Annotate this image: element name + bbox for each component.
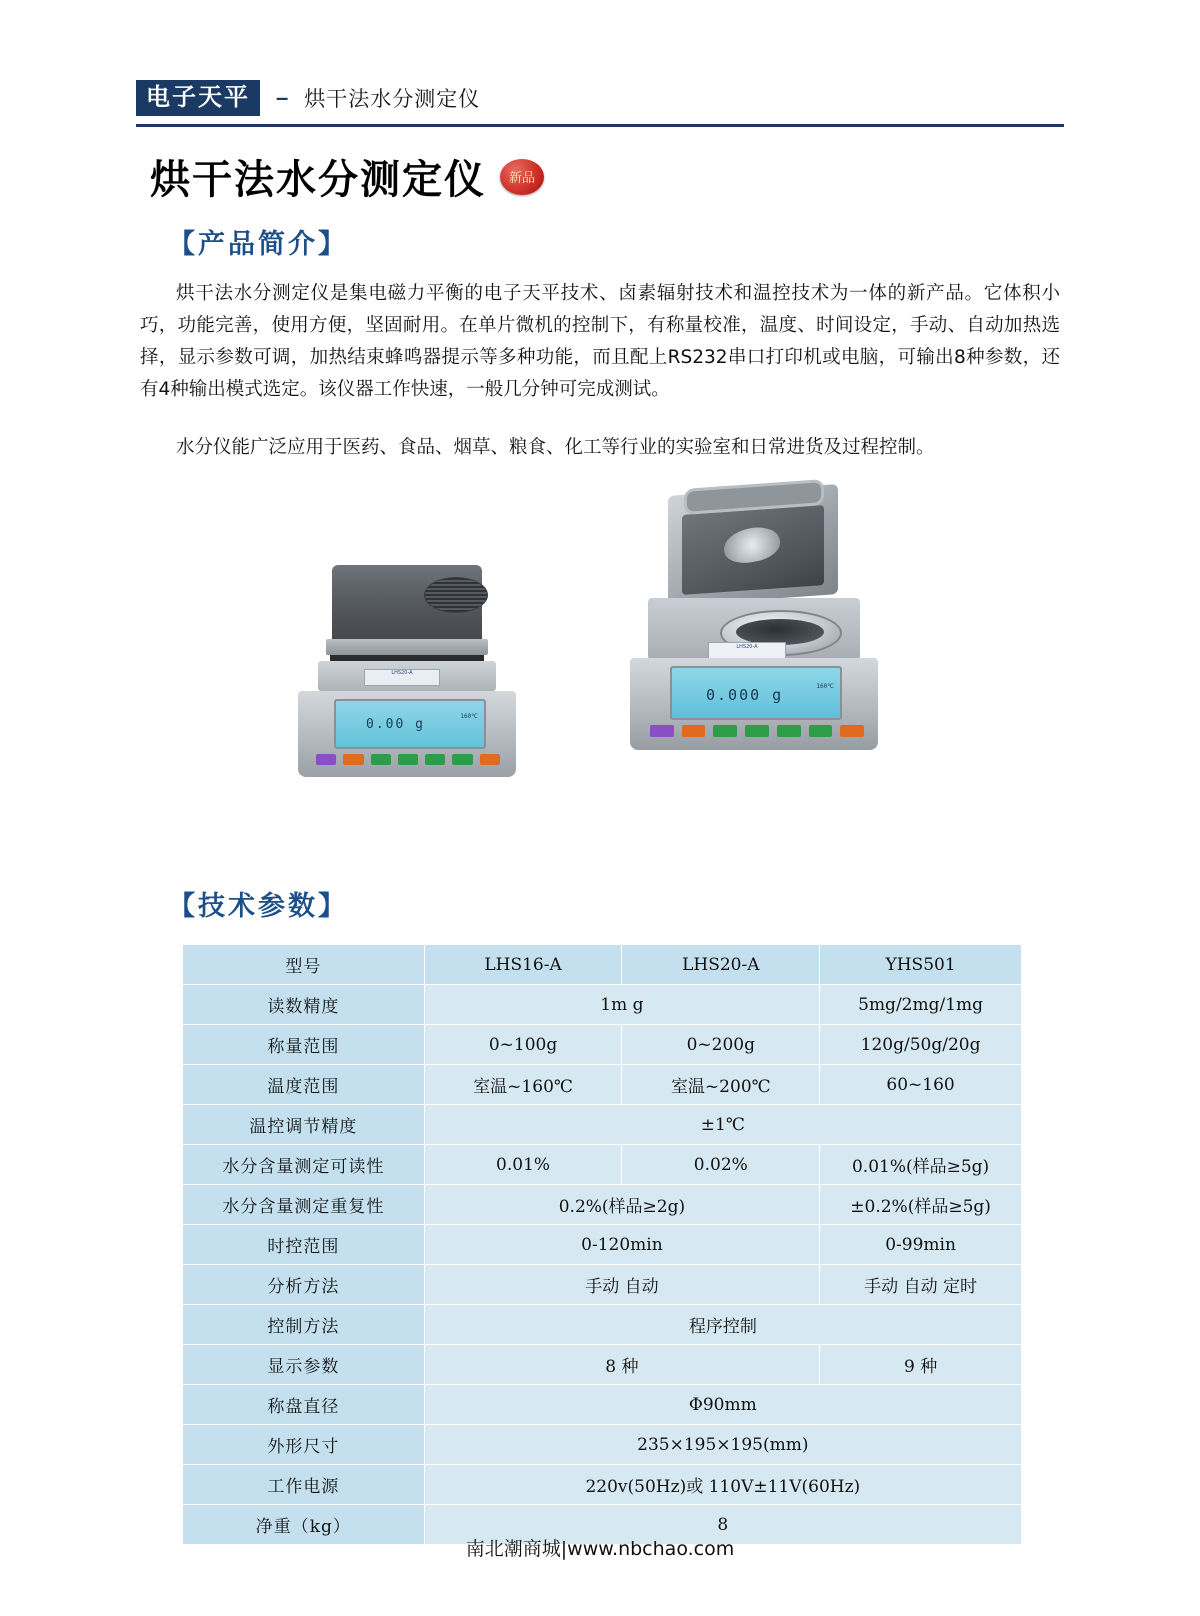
key-6 bbox=[809, 725, 833, 737]
table-row bbox=[183, 1465, 1022, 1505]
key-4 bbox=[398, 754, 418, 765]
table-cell: 235×195×195(mm) bbox=[424, 1425, 1021, 1465]
table-row bbox=[183, 1025, 1022, 1065]
table-cell: 60~160 bbox=[820, 1065, 1022, 1105]
table-cell: 0~100g bbox=[424, 1025, 622, 1065]
device-base-open bbox=[630, 658, 878, 750]
table-cell: 0.2%(样品≥2g) bbox=[424, 1185, 820, 1225]
table-cell: 手动 自动 定时 bbox=[820, 1265, 1022, 1305]
table-row-label: 时控范围 bbox=[183, 1225, 425, 1265]
table-cell: LHS20-A bbox=[622, 945, 820, 985]
table-cell: 8 种 bbox=[424, 1345, 820, 1385]
table-row-label: 水分含量测定可读性 bbox=[183, 1145, 425, 1185]
table-cell: 室温~160℃ bbox=[424, 1065, 622, 1105]
device-display bbox=[670, 666, 842, 720]
table-row bbox=[183, 1225, 1022, 1265]
key-1 bbox=[316, 754, 336, 765]
key-7 bbox=[840, 725, 864, 737]
table-cell: 1m g bbox=[424, 985, 820, 1025]
device-lid-lip bbox=[326, 639, 488, 655]
display-temp-value: 160℃ bbox=[816, 683, 834, 690]
device-display bbox=[334, 699, 486, 749]
table-cell: 9 种 bbox=[820, 1345, 1022, 1385]
table-row-label: 净重（kg） bbox=[183, 1505, 425, 1545]
device-keypad bbox=[650, 724, 864, 738]
display-weight-value: 0.00 g bbox=[366, 717, 425, 732]
table-row-label: 称量范围 bbox=[183, 1025, 425, 1065]
key-3 bbox=[713, 725, 737, 737]
device-lid bbox=[332, 565, 482, 643]
table-row bbox=[183, 1185, 1022, 1225]
device-keypad bbox=[316, 753, 500, 766]
table-cell: YHS501 bbox=[820, 945, 1022, 985]
table-row-label: 控制方法 bbox=[183, 1305, 425, 1345]
device-body-open bbox=[648, 598, 860, 660]
table-cell: 0~200g bbox=[622, 1025, 820, 1065]
device-nameplate: LHS20-A bbox=[708, 642, 786, 660]
key-6 bbox=[452, 754, 472, 765]
table-row bbox=[183, 1385, 1022, 1425]
table-cell: 0-99min bbox=[820, 1225, 1022, 1265]
brand-badge: 电子天平 bbox=[136, 80, 260, 116]
device-nameplate: LHS20-A bbox=[364, 669, 440, 686]
table-row-label: 分析方法 bbox=[183, 1265, 425, 1305]
table-cell: 8 bbox=[424, 1505, 1021, 1545]
display-temp-value: 160℃ bbox=[460, 713, 478, 720]
device-base bbox=[298, 691, 516, 777]
table-cell: 室温~200℃ bbox=[622, 1065, 820, 1105]
header-subtitle: 烘干法水分测定仪 bbox=[304, 87, 481, 111]
table-row bbox=[183, 1265, 1022, 1305]
display-weight-value: 0.000 g bbox=[706, 686, 784, 704]
key-1 bbox=[650, 725, 674, 737]
intro-paragraph-1: 烘干法水分测定仪是集电磁力平衡的电子天平技术、卤素辐射技术和温控技术为一体的新产品。它体积小巧，功能完善，使用方便，坚固耐用。在单片微机的控制下，有称量校准，温度、时间设定，手动、自动加热选择，显示参数可调，加热结束蜂鸣器提示等多种功能，而且配上RS232串口打印机或电脑，可输出8种参数，还有4种输出模式选定。该仪器工作快速，一般几分钟可完成测试。 bbox=[140, 283, 1060, 400]
table-cell: Φ90mm bbox=[424, 1385, 1021, 1425]
key-3 bbox=[371, 754, 391, 765]
page-title bbox=[150, 148, 544, 205]
table-cell: ±1℃ bbox=[424, 1105, 1021, 1145]
table-row-label: 工作电源 bbox=[183, 1465, 425, 1505]
table-cell: 220v(50Hz)或 110V±11V(60Hz) bbox=[424, 1465, 1021, 1505]
header-divider bbox=[136, 124, 1064, 127]
key-5 bbox=[777, 725, 801, 737]
product-photos bbox=[150, 470, 1050, 870]
table-row bbox=[183, 1065, 1022, 1105]
key-4 bbox=[745, 725, 769, 737]
page-title-text: 烘干法水分测定仪 bbox=[150, 157, 486, 203]
table-row bbox=[183, 1305, 1022, 1345]
intro-paragraph-2: 水分仪能广泛应用于医药、食品、烟草、粮食、化工等行业的实验室和日常进货及过程控制。 bbox=[176, 437, 935, 458]
table-row-label: 称盘直径 bbox=[183, 1385, 425, 1425]
specifications-table bbox=[182, 944, 1022, 1545]
header-dash: – bbox=[276, 85, 289, 110]
table-row-label: 型号 bbox=[183, 945, 425, 985]
table-cell: 程序控制 bbox=[424, 1305, 1021, 1345]
table-row bbox=[183, 1345, 1022, 1385]
table-cell: 0.01%(样品≥5g) bbox=[820, 1145, 1022, 1185]
page-footer: 南北潮商城|www.nbchao.com bbox=[465, 1538, 735, 1560]
table-row-label: 读数精度 bbox=[183, 985, 425, 1025]
key-7 bbox=[480, 754, 500, 765]
table-row bbox=[183, 1105, 1022, 1145]
section-heading-tech: 【技术参数】 bbox=[168, 891, 348, 922]
table-cell: 120g/50g/20g bbox=[820, 1025, 1022, 1065]
key-5 bbox=[425, 754, 445, 765]
table-cell: 0.02% bbox=[622, 1145, 820, 1185]
table-row-label: 温度范围 bbox=[183, 1065, 425, 1105]
table-row bbox=[183, 1425, 1022, 1465]
vent-mesh-icon bbox=[424, 577, 488, 613]
table-row-label: 外形尺寸 bbox=[183, 1425, 425, 1465]
key-2 bbox=[343, 754, 363, 765]
table-row bbox=[183, 945, 1022, 985]
table-row-label: 水分含量测定重复性 bbox=[183, 1185, 425, 1225]
table-row-label: 温控调节精度 bbox=[183, 1105, 425, 1145]
table-row bbox=[183, 985, 1022, 1025]
table-cell: 手动 自动 bbox=[424, 1265, 820, 1305]
table-row-label: 显示参数 bbox=[183, 1345, 425, 1385]
key-2 bbox=[682, 725, 706, 737]
new-product-badge-icon: 新品 bbox=[500, 159, 544, 195]
section-heading-intro: 【产品简介】 bbox=[168, 229, 348, 260]
table-cell: 5mg/2mg/1mg bbox=[820, 985, 1022, 1025]
table-cell: LHS16-A bbox=[424, 945, 622, 985]
table-row bbox=[183, 1145, 1022, 1185]
table-cell: 0-120min bbox=[424, 1225, 820, 1265]
page-header bbox=[136, 80, 1064, 116]
table-cell: ±0.2%(样品≥5g) bbox=[820, 1185, 1022, 1225]
table-cell: 0.01% bbox=[424, 1145, 622, 1185]
